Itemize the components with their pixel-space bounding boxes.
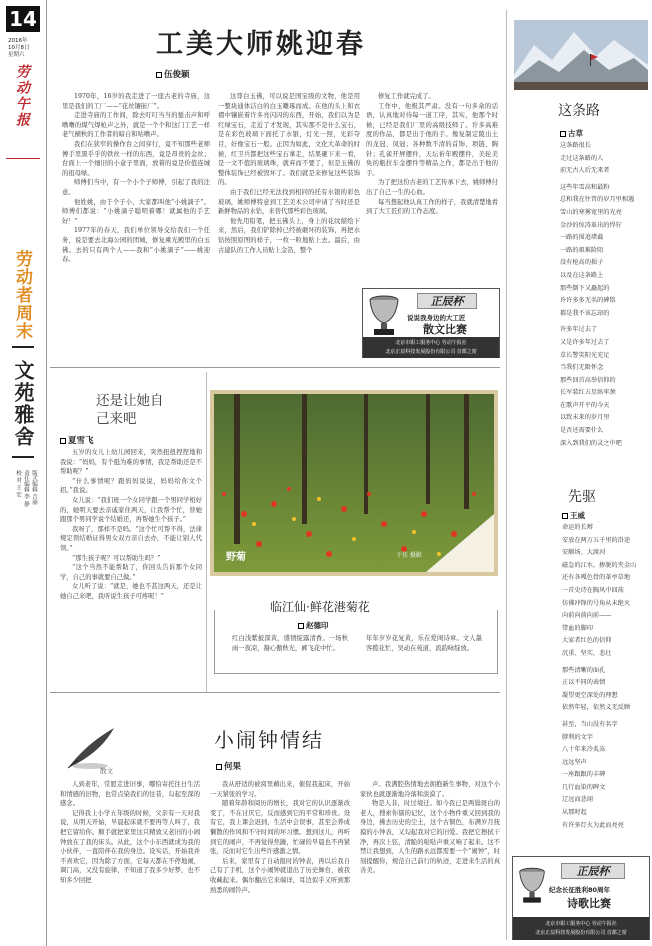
photo-caption: 野菊 — [226, 552, 246, 563]
poem-line: 总和我在往昔的岁月里相遇 — [560, 196, 635, 204]
poem-line: 前无古人后无来者 — [560, 167, 610, 175]
paragraph: 我们在狭窄的操作台之间穿行，竟不知那些老师傅手里黑乎乎的铁丝一样的东西，竟是昂贵的金丝；台面上一个细旧的小盒子里面，放着的竟是价值连城的祖母绿。 — [62, 140, 210, 177]
trophy-icon — [517, 863, 547, 907]
poem-line: 这条路很长 — [560, 142, 591, 149]
poem-line: 以致未来的岁月里 — [560, 414, 610, 422]
poem-line: 从那时起 — [562, 809, 587, 817]
poem-line: 沉重、坚实，悲壮 — [562, 649, 612, 657]
poem-line: 命运的长辫 — [562, 524, 593, 531]
paragraph: “那生孩子呢？可以帮助生吗？” — [72, 554, 161, 562]
poetry-contest-ad — [512, 856, 650, 940]
paragraph: 他先用铅笔，把玉佛头上，身上的花纹描绘下来，然后，我们铲除掉已经被砸坏的装饰，再把水钻按照原图的样子，一枚一粒地贴上去。最后，由古建队的工作人员贴上金箔，整个 — [218, 217, 360, 254]
poetry-ad-org2: 北京正辰科技发展股份有限公司 首都之窗 — [535, 930, 627, 936]
article3-genre-label: 散文 — [100, 767, 113, 775]
poetry-ad-logo: 正辰杯 — [561, 863, 625, 879]
quill-icon — [62, 724, 118, 772]
article3-title: 小闹钟情结 — [214, 728, 324, 752]
byline-square-icon — [560, 131, 566, 137]
paragraph: 他姓姚，由于个子小，大家都叫他“小姚滴子”。师傅们都说：“小姚滴子聪明着哪！就属他的手艺好！” — [62, 198, 210, 225]
poem-line: 脖利的文字 — [562, 733, 593, 741]
paragraph: 女儿说：“我们班一个女同学跟一个男同学相好的，她明天要去亲戚家住两天，让我帮个忙，替她跟那个男同学说个结婚还，再帮她生个孩子。” — [60, 496, 202, 524]
poem2-left: 红白浅紫披深黄，盛情绽露清香。一场秋雨一夜凉，凝心傲秋光，裤飞花中忙。 — [232, 635, 348, 652]
flower-photo-frame — [210, 390, 498, 576]
paragraph: 修复工作就完成了。 — [378, 93, 435, 100]
byline-square-icon — [562, 513, 568, 519]
prose-ad-org1: 北京市职工服务中心 劳动午报社 — [395, 340, 467, 346]
poem-line: 当我们无限怀念 — [560, 364, 604, 372]
paragraph: 我从舒适的被窝里薅出来，催促我起床，开始一天紧张的学习。 — [210, 781, 350, 798]
poem2-frame — [214, 610, 498, 674]
poem-line: 在歌声开平的今天 — [560, 401, 610, 409]
poem3-body — [562, 522, 650, 832]
poetry-ad-contest: 诗歌比赛 — [567, 897, 611, 910]
paragraph: “这个当然不能帮助了，你回头告诉那个女同学，自己的事就要自己做。” — [60, 564, 202, 581]
poem1-body — [560, 140, 650, 450]
poem1-byline — [560, 128, 583, 139]
poem2-right: 年年岁岁花复黄，乐在爱闺诗章。文人墨客揽花忙，吴动在苑道，流韵咏绽放。 — [366, 635, 482, 652]
byline-square-icon — [60, 438, 66, 444]
masthead-rule — [46, 0, 47, 946]
poem3-byline — [562, 510, 585, 521]
photo-credit: 于佳 摄影 — [396, 552, 422, 559]
poem-line: 是否还需要什么 — [560, 427, 604, 435]
prose-ad-logo: 正辰杯 — [417, 293, 477, 309]
article1-col1 — [62, 92, 210, 362]
paragraph: 物是人非，时过境迁。如今我已是两鬓斑白的老人，搜索你儒的记忆，这个小物件重又回到我的身边，拂去历史的尘土，这个古铜色，布满岁月抚摸的小钟表，又勾起我对它的旧爱。我把它擦拭干净，再次上弦，清脆的哒哒声重又响了起来。这不禁让我想到，人生的路永远都需要一个“闹钟”，时刻提醒你，规范自己前行的轨迹，走进来生活的真善美。 — [360, 800, 500, 875]
section-divider — [50, 692, 500, 693]
poem-line: 雪山的寒雾宽里的光亮 — [560, 208, 622, 216]
poem-line: 向前向前向前—— — [562, 612, 612, 620]
poem-line: 深入到我们的灵之中吧 — [560, 439, 622, 447]
poem-line: 八十年来冷炙冻 — [562, 746, 606, 754]
prose-ad-subtitle: 说说我身边的大工匠 — [407, 314, 466, 322]
paragraph: 记得我上小学五年级的时候，父亲有一天对我说，从明天开始，早晨起床就不要再等人叫了，我把它留给你。顺手就把家里这只精致又老旧的小闹钟放在了我的床头。从此，这个小东西就成为我的小伙伴，一直陪伴在我的身边。设实话，开始我并不喜欢它，因为除了方面，它每天都在不停地闹，调门高，又没有旋律，不知道了我多少好梦，也不知多少回把 — [60, 809, 200, 884]
article1-title: 工美大师姚迎春 — [156, 29, 366, 60]
poem-line: 大家者红色的信仰 — [562, 637, 612, 645]
byline-square-icon — [216, 764, 222, 770]
poem-line: 安顺场、大渡河 — [562, 549, 606, 557]
poem-line: 走过这条路的人 — [560, 154, 604, 162]
poem-line: 几行血染的碑文 — [562, 783, 606, 791]
credit-2: 责任编辑 李 静 — [23, 470, 29, 507]
article1-byline — [156, 68, 190, 80]
poem-line: 辽远而悲闻 — [562, 796, 593, 804]
poem-line: 那些倒下又矗起的 — [560, 284, 610, 292]
trophy-icon — [367, 293, 401, 337]
paragraph: 由于我们已经无法找到相同的托有水银的彩色玻璃，姚师傅特意到工艺美术公司申请了当时还是新鲜物品的水钻，来替代那些彩色玻璃。 — [218, 188, 360, 216]
article3-col3 — [360, 780, 500, 940]
poem2-title: 临江仙·鲜花港菊花 — [270, 600, 370, 614]
article2-title: 还是让她自己来吧 — [96, 393, 164, 427]
poem2-author: 赵德印 — [306, 621, 329, 630]
article1-author: 伍俊颖 — [164, 70, 190, 80]
paragraph: 工作中，他极其严肃。没有一句多余的话语，认真地对待每一道工序，其实，他那个时候，已经是我们厂里的高级技师了。许多高难度的作品，都是出于他的手。像复制定陵出土的龙冠、凤冠；各种数不清的首饰、项链、胸针；孔雀开屏摆件，天坛祈年殿摆件，美轮美奂的瓶拉车金摆件等精品之作，都是出于他的手。 — [366, 102, 498, 177]
prose-ad-contest: 散文比赛 — [423, 323, 467, 336]
poem-line: 没有枪高的损子 — [560, 259, 604, 267]
poem3-author: 王威 — [570, 511, 585, 520]
mountain-photo — [514, 20, 648, 90]
poem-line: 仿佛冲锋的号角从未绝灭 — [562, 599, 631, 607]
article1-col2 — [218, 92, 360, 362]
poem-line: 一路的艰难险阻 — [560, 246, 604, 254]
poem-line: 这些年雪高和最粉 — [560, 183, 610, 191]
poem-line: 一路的围追堵截 — [560, 234, 604, 242]
poetry-ad-org1: 北京市职工服务中心 劳动午报社 — [545, 921, 617, 927]
issue-date-year: 2016年 — [8, 38, 28, 44]
poem3-title: 先驱 — [568, 489, 596, 505]
poem-line: 还有各嘎色骨的革亭草地 — [562, 574, 631, 582]
poem-line: 甚至，当山没有名字 — [562, 720, 618, 728]
paper-logo: 劳动午报 — [14, 64, 30, 128]
poem-line: 正以不同的表情 — [562, 679, 606, 687]
paragraph: 五岁的女儿上幼儿园回来，突然扭扭捏捏地和我说：“妈妈，有个挺为难的事情，我是帮助还是不帮助呢？” — [60, 449, 202, 476]
byline-square-icon — [156, 72, 162, 78]
poem1-author: 古草 — [568, 129, 583, 138]
poem1-title: 这条路 — [558, 103, 600, 119]
section-name: 文苑雅舍 — [11, 360, 35, 448]
poem-line: 长军装红五星纵牢颈 — [560, 389, 616, 397]
paragraph: 走进寺庙的工作间，除去叮叮当当的錾击声和呼噜噜的煤气焊枪声之外，就是一个个和这门工艺一样老气横秋的工作者的暗自和咕噜声。 — [62, 112, 210, 139]
issue-weekday: 星期六 — [8, 52, 25, 58]
article3-col1 — [60, 780, 200, 940]
poem-line: 那些回首高举信仰的 — [560, 376, 616, 384]
poem-line: 又是许多年过去了 — [560, 338, 610, 346]
page-number: 14 — [6, 6, 40, 32]
section-bracket-bottom — [12, 456, 34, 458]
prose-contest-ad — [362, 288, 500, 358]
section-bracket-top — [12, 346, 34, 348]
article3-col2 — [210, 780, 350, 940]
poem-line: 那些清晰的面孔 — [562, 666, 606, 674]
poetry-ad-footer — [513, 917, 649, 940]
poem-line: 安放在两万五千里的沿途 — [562, 536, 631, 544]
poem-line: 远远坚声 — [562, 758, 587, 766]
masthead-divider — [6, 158, 40, 159]
poem-line: 一首史诗在胸风中回荡 — [562, 586, 624, 594]
poem-line: 依然年轻，依然义无反顾 — [562, 704, 631, 712]
column-rule — [206, 372, 207, 692]
prose-ad-org2: 北京正辰科技发展股份有限公司 首都之窗 — [385, 349, 477, 355]
poem-line: 金沙的惊涛革出的悍狞 — [560, 221, 622, 229]
masthead-strip — [0, 0, 44, 946]
poem-line: 许许多多无名的碑铭 — [560, 297, 616, 305]
section-divider — [50, 367, 500, 368]
credit-3: 校 对 王 宏 — [15, 470, 21, 498]
paragraph: 1977年的春天，我们单位领导交给我们一个任务，说是要去北海公园的团城，修复乘光殿里的白玉佛。去的只有两个人——我和“小姚滴子”——姚迎春。 — [62, 227, 210, 264]
poem-line: 以及在这条路上 — [560, 271, 604, 279]
article3-byline — [216, 760, 241, 772]
section-title: 劳动者周末 — [12, 250, 32, 340]
paragraph: 每当想起他认真工作的样子，我就清楚地看到了大工匠们的工作态度。 — [366, 198, 498, 216]
article2-body — [60, 448, 202, 698]
poem-line: 许多年过去了 — [560, 326, 598, 334]
article2-author: 夏雪飞 — [68, 436, 94, 446]
paragraph: 后来，家里有了自动报时的钟表，再以后我自己有了手机，这个小闹钟就退出了历史舞台，被我收藏起来。偶尔翻出它来端详，耳边似乎又听到那熟悉的闹铃声。 — [210, 857, 350, 894]
prose-ad-footer — [363, 337, 499, 358]
paragraph: 为了把这份古老的工艺传承下去，姚师傅付出了自己一生的心血。 — [366, 179, 498, 196]
flower-photo — [214, 394, 494, 572]
paragraph: 声。我满腔热情地去拥抱新生事物，对这个小家伙也就逐渐地冷落和淡漠了。 — [360, 781, 500, 798]
article2-byline — [60, 434, 94, 446]
right-column-rule — [506, 10, 507, 940]
poem-line: 有许多灯火为此而亮亮 — [562, 821, 624, 829]
paragraph: “什么事情呢？跟妈妈说说，妈妈给你文个招。”我说。 — [60, 477, 202, 495]
poem-line: 都是我不该忘却的 — [560, 309, 610, 317]
credit-1: 版式编辑 吉丽 — [31, 470, 37, 505]
poem-line: 凝望更空深处的理想 — [562, 691, 618, 699]
poem-line: 磁急的江水、掺脱的夹金山 — [562, 561, 637, 569]
paragraph: 人到老年，常愿走进旧事，哪怕寄托往日生活和情感的旧物，也常点染我们的往昔，勾起至深的感念。 — [60, 781, 200, 808]
issue-date-day: 10月8日 — [8, 45, 30, 51]
poetry-ad-subtitle: 纪念长征胜利80周年 — [549, 886, 611, 894]
paragraph: 1970年，16岁的我走进了一座古老的寺庙，这里是我们的工厂——“花丝镶嵌厂”。 — [62, 93, 210, 110]
paragraph: 女儿听了说：“就是，她也不甚这两天，还是让她自己来吧，我听说生孩子可疼呢！” — [60, 583, 202, 600]
poem-line: 带血的脚印 — [562, 624, 593, 632]
paragraph: 师傅们当中，有一个小个子师傅，引起了我的注意。 — [62, 179, 210, 196]
poem-line: 一座跟跟的丰碑 — [562, 771, 606, 779]
paragraph: 我呀了，那样不是吗。“这个忙可帮不得，法律规定领结婚证得男女双方亲自去办，不能让别人代领。” — [60, 525, 202, 552]
paragraph: 随着年龄和阅历的增长，我对它的认识逐渐改变了，不在讨厌它，反而感到它的平常和珍贵。设有它，我上课会迟到，生活中会误事，甚至会养成懒散的作风和不守时间的坏习惯。想到这儿，再听到它的闹声，不再觉得焦躁，忙碌的早晨也不再紧张，反而对它生出些许感激之情。 — [210, 800, 350, 856]
article3-author: 何果 — [224, 762, 242, 772]
paragraph: 这尊白玉佛，可以说是国宝级的文物，他是用一整块通体洁白的白玉雕琢而成。在他的头上和衣褶中镶嵌着许多亮闪闪的东西，开始，我们以为是红绿宝石，走近了才发现，其实那不是什么宝石，是在彩色玻璃下面托了水银，灯光一照，光彩夺目，好像宝石一般。正因为如此，文化大革命的时候，红卫兵都把这些宝石拿走，结果砸下来一看，是一文不值的玻璃珠，就弃而不要了，但是玉佛的整体装饰已经被毁坏了。我们就是来修复这些装饰的。 — [218, 93, 360, 187]
article1-col3 — [366, 92, 498, 284]
poem-line: 草长警笑阳光充足 — [560, 351, 610, 359]
